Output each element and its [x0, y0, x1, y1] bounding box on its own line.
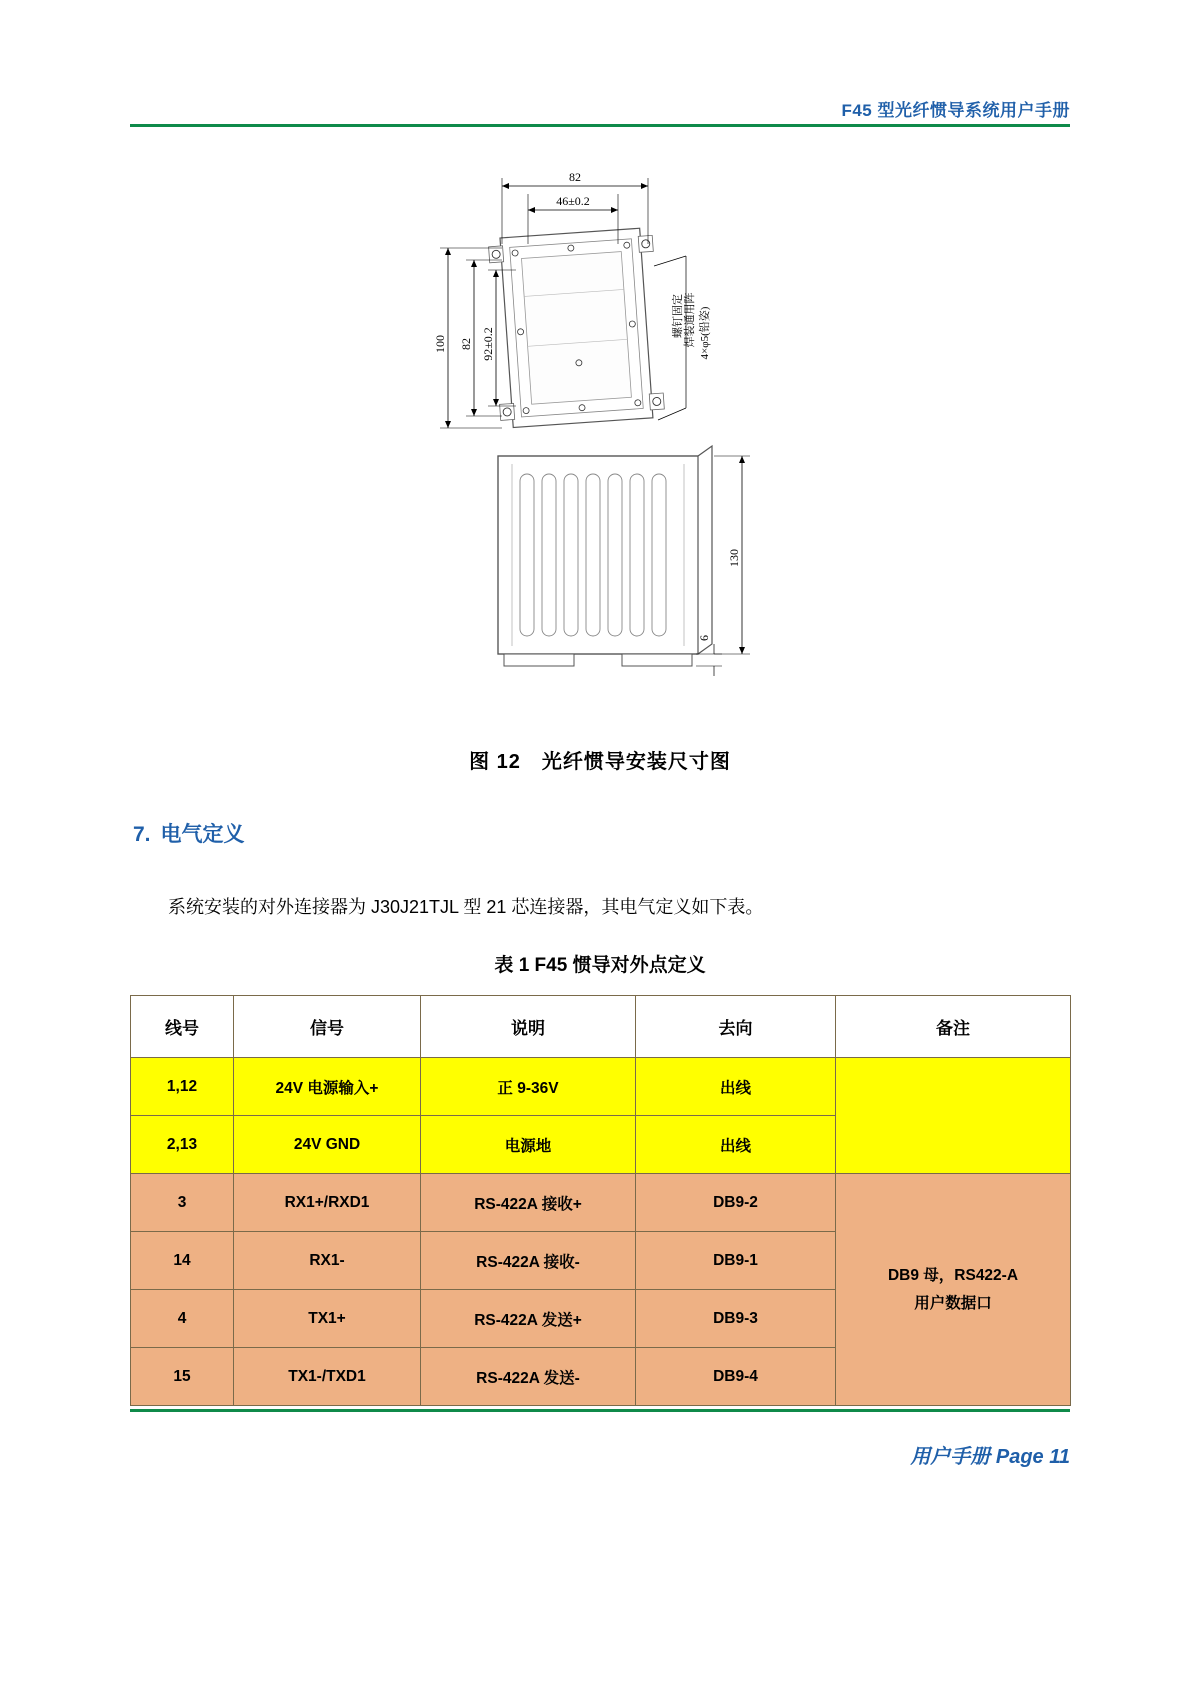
page-header [130, 96, 1070, 121]
header-divider [130, 124, 1070, 127]
cell-desc: RS-422A 发送+ [421, 1290, 636, 1348]
cell-desc: RS-422A 发送- [421, 1348, 636, 1406]
cell-signal: 24V 电源输入+ [234, 1058, 421, 1116]
cell-line: 2,13 [131, 1116, 234, 1174]
column-header-desc: 说明 [421, 996, 636, 1058]
figure-caption: 图 12 光纤惯导安装尺寸图 [469, 751, 731, 773]
cell-dest: DB9-1 [636, 1232, 836, 1290]
cell-line: 14 [131, 1232, 234, 1290]
page-footer: 用户手册 Page 11 [910, 1446, 1070, 1468]
dim-hole-span-vertical: 92±0.2 [481, 327, 495, 361]
cell-dest: DB9-2 [636, 1174, 836, 1232]
table-header-row [131, 996, 1071, 1058]
cell-note-power [836, 1058, 1071, 1174]
annotation-holes-line3: 螺钉固定 [672, 294, 684, 338]
cell-desc: RS-422A 接收+ [421, 1174, 636, 1232]
cell-signal: TX1-/TXD1 [234, 1348, 421, 1406]
cell-line: 15 [131, 1348, 234, 1406]
cell-desc: 电源地 [421, 1116, 636, 1174]
annotation-holes-line2: 焊装通用阵 [684, 292, 696, 348]
pin-definition-table [130, 995, 1071, 1406]
cell-dest: 出线 [636, 1116, 836, 1174]
table-caption: 表 1 F45 惯导对外点定义 [494, 955, 706, 976]
cell-desc: RS-422A 接收- [421, 1232, 636, 1290]
column-header-dest: 去向 [636, 996, 836, 1058]
section-title: 电气定义 [160, 823, 245, 846]
note-line-1: DB9 母，RS422-A [887, 1266, 1019, 1284]
cell-dest: DB9-4 [636, 1348, 836, 1406]
table-row [131, 1174, 1071, 1232]
annotation-holes: 4×φ5(铅姿) [699, 306, 711, 360]
cell-signal: 24V GND [234, 1116, 421, 1174]
section-paragraph: 系统安装的对外连接器为 J30J21TJL 型 21 芯连接器，其电气定义如下表。 [168, 897, 764, 917]
cell-line: 3 [131, 1174, 234, 1232]
dim-width-outer: 82 [569, 170, 581, 184]
table-row [131, 1058, 1071, 1116]
cell-dest: DB9-3 [636, 1290, 836, 1348]
dim-height-outer: 100 [433, 335, 447, 353]
footer-divider [130, 1409, 1070, 1412]
column-header-line: 线号 [131, 996, 234, 1058]
header-title: F45 型光纤惯导系统用户手册 [841, 101, 1070, 120]
section-number: 7. [133, 823, 151, 846]
cell-signal: RX1- [234, 1232, 421, 1290]
cell-dest: 出线 [636, 1058, 836, 1116]
section-heading [133, 818, 245, 848]
dim-hole-span-horizontal: 46±0.2 [556, 194, 590, 208]
cell-desc: 正 9-36V [421, 1058, 636, 1116]
figure-mechanical-drawing [130, 148, 1070, 718]
column-header-note: 备注 [836, 996, 1071, 1058]
dim-side-height: 130 [727, 549, 741, 567]
note-line-2: 用户数据口 [914, 1294, 992, 1312]
cell-line: 4 [131, 1290, 234, 1348]
dim-inner-height: 82 [459, 338, 473, 350]
cell-line: 1,12 [131, 1058, 234, 1116]
cell-note-db9 [836, 1174, 1071, 1406]
cell-signal: TX1+ [234, 1290, 421, 1348]
column-header-signal: 信号 [234, 996, 421, 1058]
cell-signal: RX1+/RXD1 [234, 1174, 421, 1232]
dim-base-thickness: 6 [697, 635, 711, 641]
table-container [130, 995, 1070, 1406]
